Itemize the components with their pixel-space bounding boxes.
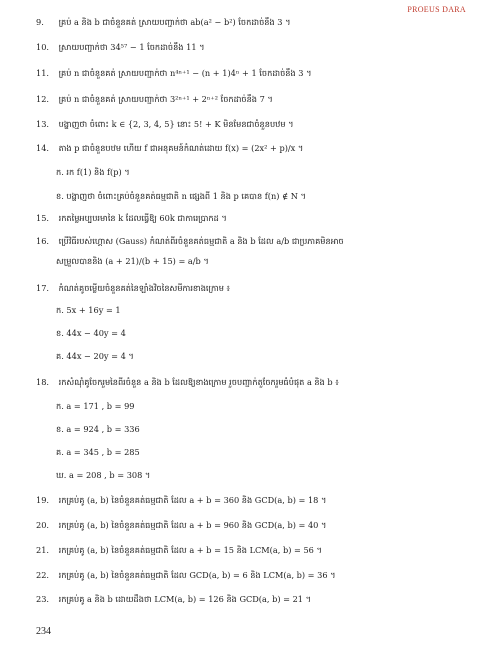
problem-text: តាង p ជាចំនួនបឋម ហើយ f ជាអនុគមន៍កំណត់ដោយ f(x) = (2x² + p)/x ។: [58, 143, 304, 153]
problem-23: [36, 594, 311, 605]
problem-19: [36, 495, 326, 506]
problem-number: 12.: [36, 94, 50, 104]
problem-number: 21.: [36, 545, 50, 555]
problem-text: ប្រើវិធីរបស់ហ្គោស (Gauss) កំណត់ពីរចំនួនគត់ធម្មជាតិ a និង b ដែល a/b ជាប្រភាគមិនអាច: [58, 236, 344, 246]
problem-number: 13.: [36, 119, 50, 129]
problem-number: 18.: [36, 377, 50, 387]
problem-22: [36, 570, 336, 581]
problem-number: 9.: [36, 17, 44, 27]
pair-18-b: ខ. a = 924 , b = 336: [56, 424, 140, 434]
problem-17: [36, 283, 230, 294]
problem-16: [36, 236, 344, 247]
problem-text: រកគ្រប់គូ (a, b) នៃចំនួនគត់ធម្មជាតិ ដែល a + b = 360 និង GCD(a, b) = 18 ។: [58, 495, 327, 505]
pair-18-a: ក. a = 171 , b = 99: [56, 401, 135, 411]
equation-17-b: ខ. 44x − 40y = 4: [56, 328, 126, 338]
problem-10: [36, 42, 205, 53]
sub-item-14-b: ខ. បង្ហាញថា ចំពោះគ្រប់ចំនួនគត់ធម្មជាតិ n ផ្សេងពី 1 និង p គេបាន f(n) ∉ N ។: [56, 191, 306, 201]
problem-text: រកគ្រប់គូ a និង b ដោយដឹងថា LCM(a, b) = 126 និង GCD(a, b) = 21 ។: [58, 594, 312, 604]
equation-17-c: គ. 44x − 20y = 4 ។: [56, 351, 134, 361]
problem-text: រកគ្រប់គូ (a, b) នៃចំនួនគត់ធម្មជាតិ ដែល GCD(a, b) = 6 និង LCM(a, b) = 36 ។: [58, 570, 336, 580]
problem-number: 19.: [36, 495, 50, 505]
problem-number: 17.: [36, 283, 50, 293]
problem-text: ស្រាយបញ្ជាក់ថា 34⁵⁷ − 1 ចែកដាច់នឹង 11 ។: [58, 42, 205, 52]
equation-17-a: ក. 5x + 16y = 1: [56, 305, 121, 315]
problem-number: 20.: [36, 520, 50, 530]
pair-18-d: ឃ. a = 208 , b = 308 ។: [56, 470, 151, 480]
problem-text: រកសំណុំគូចែករួមនៃពីរចំនួន a និង b ដែលឱ្យខាងក្រោម រួចបញ្ជាក់តួចែករួមធំបំផុត a និង b ៖: [58, 377, 339, 387]
problem-number: 16.: [36, 236, 50, 246]
problem-text: រកតម្លៃអប្បបរមានៃ k ដែលធ្វើឱ្យ 60k ជាការេប្រាកដ ។: [58, 213, 227, 223]
pair-18-c: គ. a = 345 , b = 285: [56, 447, 140, 457]
problem-12: [36, 94, 273, 105]
problem-number: 10.: [36, 42, 50, 52]
problem-number: 22.: [36, 570, 50, 580]
problem-16-continuation: សម្រួលបាននិង (a + 21)/(b + 15) = a/b ។: [56, 256, 209, 266]
problem-number: 14.: [36, 143, 50, 153]
problem-15: [36, 213, 227, 224]
problem-number: 11.: [36, 68, 50, 78]
problem-18: [36, 377, 339, 388]
problem-21: [36, 545, 322, 556]
problem-text: បង្ហាញថា ចំពោះ k ∈ {2, 3, 4, 5} នោះ 5! + K មិនមែនជាចំនួនបឋម ។: [58, 119, 294, 129]
header-watermark: PROEUS DARA: [407, 5, 466, 14]
problem-text: រកគ្រប់គូ (a, b) នៃចំនួនគត់ធម្មជាតិ ដែល a + b = 15 និង LCM(a, b) = 56 ។: [58, 545, 322, 555]
problem-text: គ្រប់ n ជាចំនួនគត់ ស្រាយបញ្ជាក់ថា 3²ⁿ⁺¹ + 2ⁿ⁺² ចែកដាច់នឹង 7 ។: [58, 94, 273, 104]
problem-11: [36, 68, 311, 79]
problem-13: [36, 119, 294, 130]
page-number: 234: [36, 626, 51, 637]
problem-14: [36, 143, 303, 154]
problem-text: គ្រប់ a និង b ជាចំនួនគត់ ស្រាយបញ្ជាក់ថា ab(a² − b²) ចែកដាច់នឹង 3 ។: [58, 17, 291, 27]
problem-9: [36, 17, 290, 28]
problem-number: 23.: [36, 594, 50, 604]
problem-20: [36, 520, 326, 531]
problem-text: រកគ្រប់គូ (a, b) នៃចំនួនគត់ធម្មជាតិ ដែល a + b = 960 និង GCD(a, b) = 40 ។: [58, 520, 327, 530]
problem-number: 15.: [36, 213, 50, 223]
problem-text: កំណត់គូចម្លើយចំនួនគត់នៃឡាំងវិចនៃសមីការខាងក្រោម ៖: [58, 283, 231, 293]
sub-item-14-a: ក. រក f(1) និង f(p) ។: [56, 167, 130, 177]
problem-text: គ្រប់ n ជាចំនួនគត់ ស្រាយបញ្ជាក់ថា n⁴ⁿ⁺¹ − (n + 1)4ⁿ + 1 ចែកដាច់នឹង 3 ។: [58, 68, 312, 78]
